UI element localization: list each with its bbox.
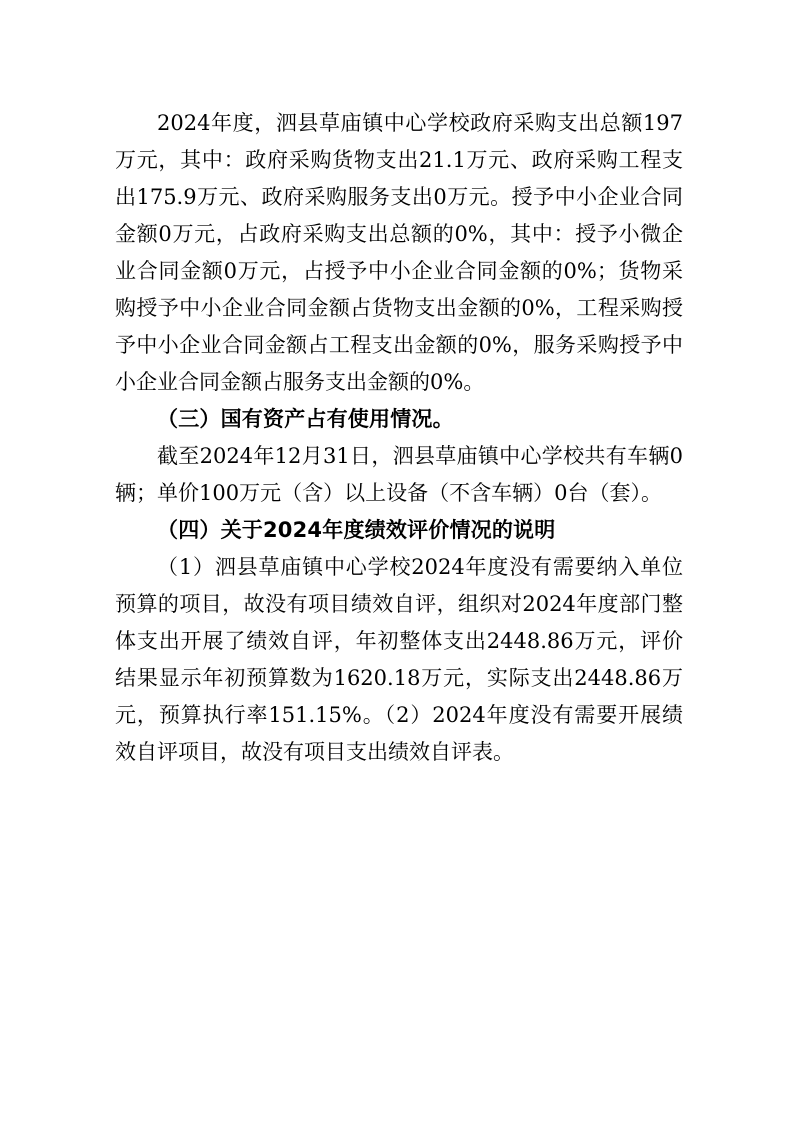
assets-paragraph: 截至2024年12月31日，泗县草庙镇中心学校共有车辆0辆；单价100万元（含）以上设备（不含车辆）0台（套）。 [115, 444, 683, 505]
procurement-paragraph: 2024年度，泗县草庙镇中心学校政府采购支出总额197万元，其中：政府采购货物支出21.1万元、政府采购工程支出175.9万元、政府采购服务支出0万元。授予中小企业合同金额0万元，占政府采购支出总额的0%，其中：授予小微企业合同金额0万元，占授予中小企业合同金额的0%；货物采购授予中小企业合同金额占货物支出金额的0%，工程采购授予中小企业合同金额占工程支出金额的0%，服务采购授予中小企业合同金额占服务支出金额的0%。 [115, 111, 683, 394]
performance-paragraph: （1）泗县草庙镇中心学校2024年度没有需要纳入单位预算的项目，故没有项目绩效自评，组织对2024年度部门整体支出开展了绩效自评，年初整体支出2448.86万元，评价结果显示年初预算数为1620.18万元，实际支出2448.86万元，预算执行率151.15%。（2）2024年度没有需要开展绩效自评项目，故没有项目支出绩效自评表。 [115, 555, 683, 764]
document-body [115, 105, 683, 771]
assets-heading: （三）国有资产占有使用情况。 [157, 407, 454, 431]
performance-heading: （四）关于2024年度绩效评价情况的说明 [157, 518, 556, 542]
